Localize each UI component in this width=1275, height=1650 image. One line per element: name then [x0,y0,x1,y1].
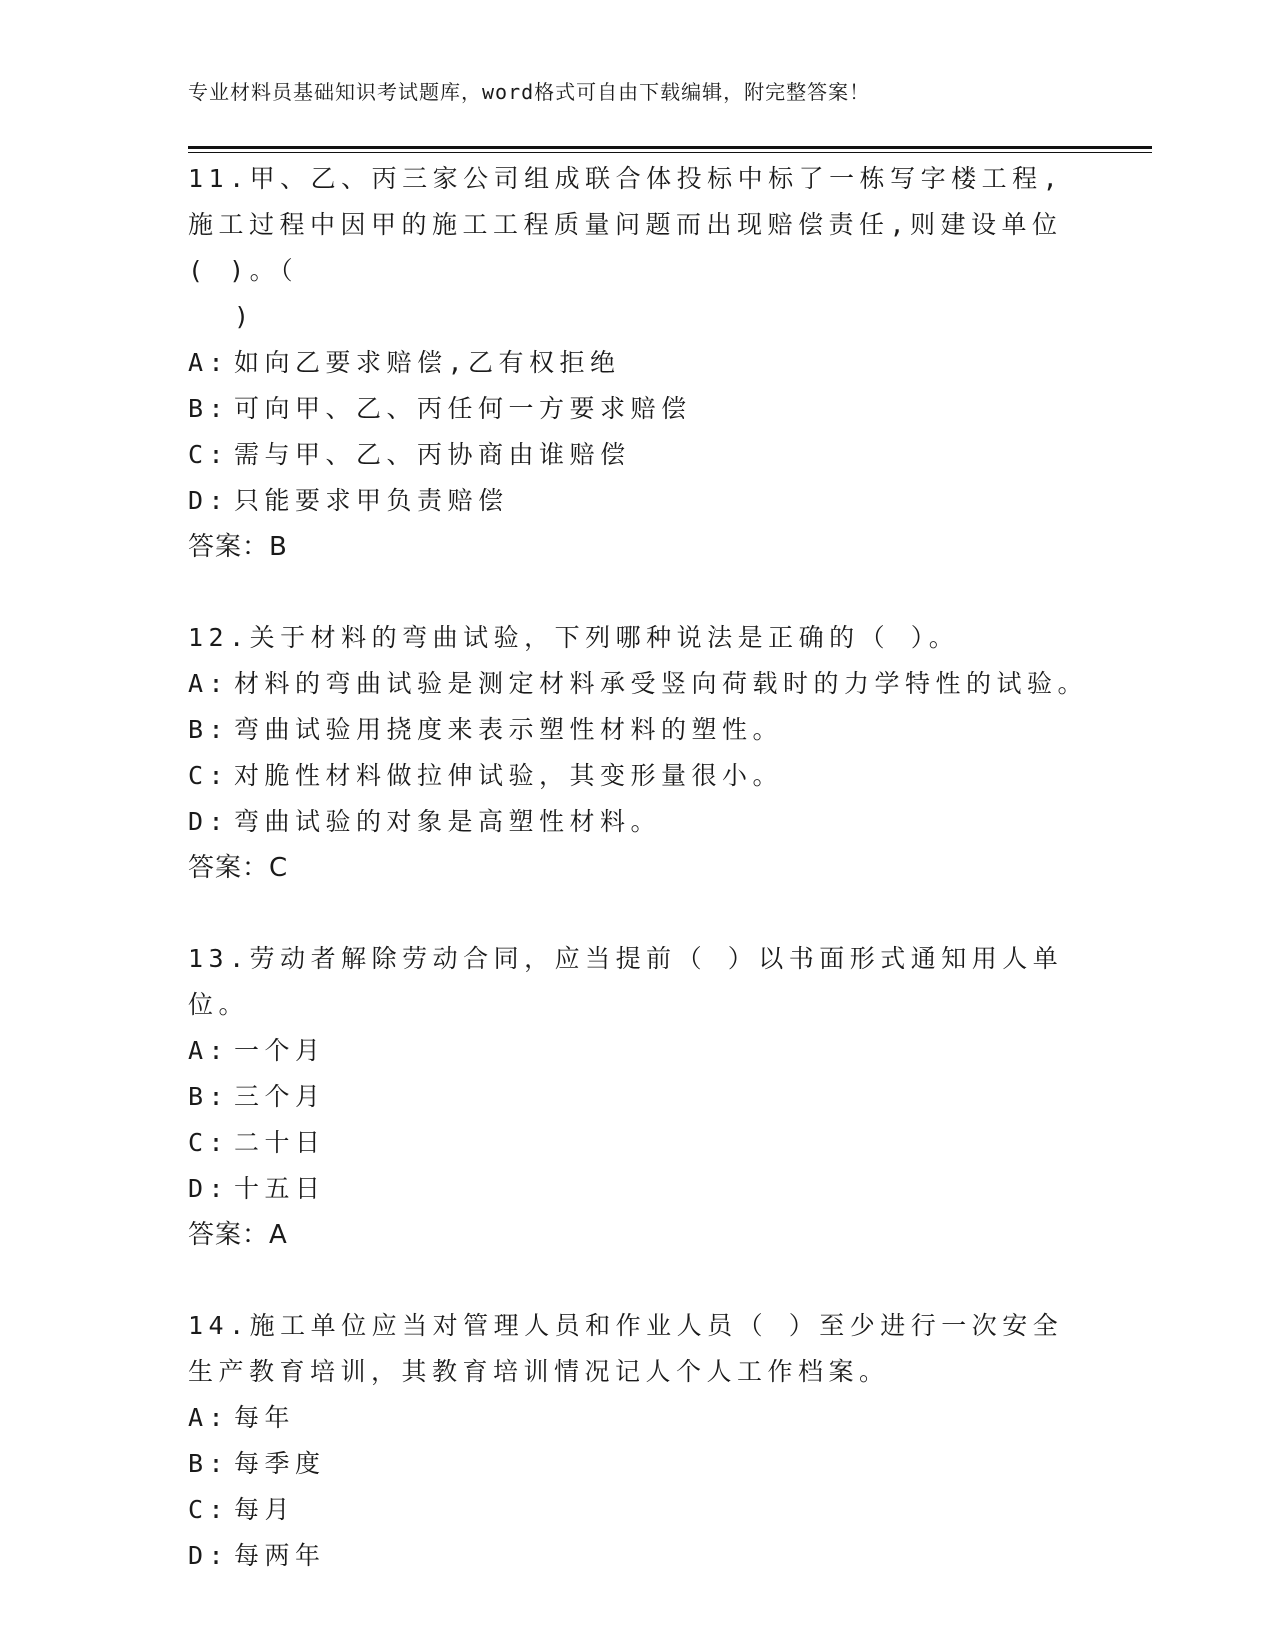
question-text [188,936,1068,1028]
option-text: 每年 [234,1403,296,1432]
question-13 [188,936,1068,1258]
option-letter: A: [188,1036,230,1065]
option-text: 每月 [234,1495,296,1524]
option-b [188,1074,1068,1120]
option-text: 只能要求甲负责赔偿 [234,486,509,515]
question-gap [188,891,1068,936]
option-text: 如向乙要求赔偿,乙有权拒绝 [234,348,621,377]
question-stem: 关于材料的弯曲试验，下列哪种说法是正确的（ ）。 [249,623,960,652]
option-text: 可向甲、乙、丙任何一方要求赔偿 [234,394,692,423]
option-d [188,1166,1068,1212]
option-letter: D: [188,1541,230,1570]
question-stem-continuation: ) [234,302,255,331]
option-text: 三个月 [234,1082,326,1111]
option-c [188,1487,1068,1533]
option-d [188,1533,1068,1579]
page-header [188,72,1148,112]
option-letter: D: [188,486,230,515]
question-text [188,1303,1068,1395]
answer-line: 答案：C [188,853,289,883]
option-b [188,1441,1068,1487]
option-text: 材料的弯曲试验是测定材料承受竖向荷载时的力学特性的试验。 [234,669,1089,698]
question-stem: 劳动者解除劳动合同，应当提前（ ）以书面形式通知用人单位。 [188,944,1064,1019]
question-list [188,156,1089,1579]
question-number: 14. [188,1311,250,1340]
option-text: 对脆性材料做拉伸试验，其变形量很小。 [234,761,784,790]
question-text [188,615,1068,661]
option-c [188,432,1068,478]
question-text [188,156,1068,340]
option-letter: D: [188,1174,230,1203]
option-text: 弯曲试验用挠度来表示塑性材料的塑性。 [234,715,784,744]
question-stem: 施工单位应当对管理人员和作业人员（ ）至少进行一次安全生产教育培训，其教育培训情况记人个人工作档案。 [188,1311,1064,1386]
option-text: 每季度 [234,1449,326,1478]
option-text: 需与甲、乙、丙协商由谁赔偿 [234,440,631,469]
question-number: 12. [188,623,250,652]
option-a [188,661,1089,707]
header-rule-thin [188,152,1152,153]
option-a [188,340,1068,386]
option-c [188,753,1068,799]
question-12 [188,615,1089,891]
option-letter: C: [188,440,230,469]
question-14 [188,1303,1068,1579]
option-letter: C: [188,761,230,790]
option-letter: B: [188,1449,230,1478]
option-a [188,1028,1068,1074]
option-letter: B: [188,394,230,423]
option-letter: A: [188,669,230,698]
header-rule-thick [188,146,1152,149]
option-letter: C: [188,1495,230,1524]
option-text: 弯曲试验的对象是高塑性材料。 [234,807,662,836]
option-b [188,386,1068,432]
option-a [188,1395,1068,1441]
answer-line: 答案：A [188,1220,288,1250]
option-d [188,478,1068,524]
option-b [188,707,1068,753]
option-letter: B: [188,715,230,744]
option-letter: A: [188,348,230,377]
option-text: 十五日 [234,1174,326,1203]
question-stem: 甲、乙、丙三家公司组成联合体投标中标了一栋写字楼工程,施工过程中因甲的施工工程质量问题而出现赔偿责任,则建设单位( )。（ [188,164,1064,285]
option-letter: B: [188,1082,230,1111]
option-text: 每两年 [234,1541,326,1570]
question-gap [188,570,1068,615]
question-number: 11. [188,164,250,193]
option-letter: D: [188,807,230,836]
option-text: 一个月 [234,1036,326,1065]
answer-line: 答案：B [188,532,288,562]
option-d [188,799,1068,845]
question-number: 13. [188,944,250,973]
question-11 [188,156,1068,570]
option-letter: A: [188,1403,230,1432]
option-letter: C: [188,1128,230,1157]
option-c [188,1120,1068,1166]
header-title: 专业材料员基础知识考试题库，word格式可自由下载编辑，附完整答案！ [188,80,871,104]
option-text: 二十日 [234,1128,326,1157]
question-gap [188,1258,1068,1303]
